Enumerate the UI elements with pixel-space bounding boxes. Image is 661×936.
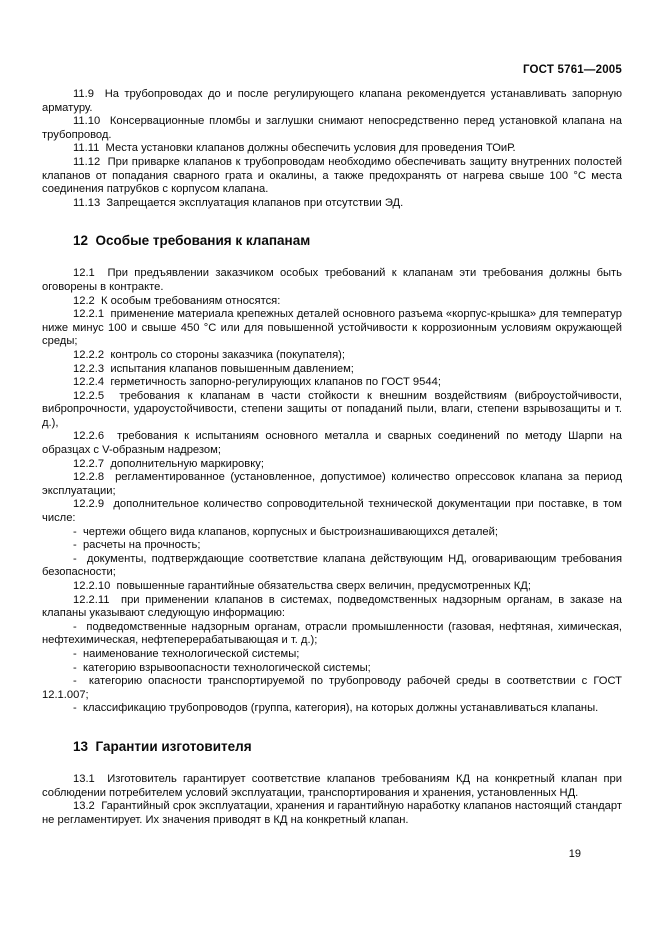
paragraph: 12.2.11 при применении клапанов в системах, подведомственных надзорным органам, в заказе на клапаны указывают следующую информацию: [42, 593, 622, 620]
paragraph: 11.9 На трубопроводах до и после регулирующего клапана рекомендуется устанавливать запорную арматуру. [42, 88, 622, 114]
paragraph: 12.2.2 контроль со стороны заказчика (покупателя); [73, 348, 345, 361]
paragraph: 11.10 Консервационные пломбы и заглушки снимают непосредственно перед установкой клапана на трубопровод. [42, 115, 622, 141]
paragraph: - наименование технологической системы; [73, 647, 300, 660]
document-body [42, 88, 622, 827]
doc-code-header: ГОСТ 5761—2005 [522, 64, 622, 76]
paragraph: 12.2.8 регламентированное (установленное, допустимое) количество опрессовок клапана за период эксплуатации; [42, 471, 622, 497]
paragraph: 12.2.3 испытания клапанов повышенным давлением; [73, 362, 354, 375]
paragraph: 12.2 К особым требованиям относятся: [73, 294, 281, 307]
paragraph: 11.11 Места установки клапанов должны обеспечить условия для проведения ТОиР. [73, 142, 516, 155]
paragraph: - подведомственные надзорным органам, отрасли промышленности (газовая, нефтяная, химическая, нефтехимическая, нефтеперерабатывающая и т. д.); [42, 620, 622, 647]
paragraph: - чертежи общего вида клапанов, корпусных и быстроизнашивающихся деталей; [73, 525, 498, 538]
section-heading: 13 Гарантии изготовителя [73, 738, 252, 754]
paragraph: 12.2.1 применение материала крепежных деталей основного разъема «корпус-крышка» для температур ниже минус 100 и свыше 450 °С или для повышенной устойчивости к коррозионным условиям окружающей среды; [42, 308, 622, 348]
paragraph: 12.2.6 требования к испытаниям основного металла и сварных соединений по методу Шарпи на образцах с V-образным надрезом; [42, 430, 622, 457]
page-number: 19 [568, 848, 581, 860]
paragraph: 12.2.9 дополнительное количество сопроводительной технической документации при поставке, в том числе: [42, 498, 622, 525]
paragraph: 12.2.10 повышенные гарантийные обязательства сверх величин, предусмотренных КД; [73, 580, 531, 592]
paragraph: 12.2.7 дополнительную маркировку; [73, 457, 264, 470]
paragraph: - категорию взрывоопасности технологической системы; [73, 661, 371, 674]
paragraph: 13.1 Изготовитель гарантирует соответствие клапанов требованиям КД на конкретный клапан при соблюдении потребителем условий эксплуатации, транспортирования и хранения, установленных НД. [42, 772, 622, 799]
paragraph: 11.12 При приварке клапанов к трубопроводам необходимо обеспечивать защиту внутренних полостей клапанов от попадания сварного грата и окалины, а также предохранять от нагрева свыше 100 °С места соединения патрубков с корпусом клапана. [42, 155, 622, 196]
paragraph: 13.2 Гарантийный срок эксплуатации, хранения и гарантийную наработку клапанов настоящий стандарт не регламентирует. Их значения приводят в КД на конкретный клапан. [42, 800, 622, 826]
paragraph: - документы, подтверждающие соответствие клапана действующим НД, оговаривающим требования безопасности; [42, 552, 622, 579]
paragraph: 12.2.4 герметичность запорно-регулирующих клапанов по ГОСТ 9544; [73, 376, 441, 389]
paragraph: 12.1 При предъявлении заказчиком особых требований к клапанам эти требования должны быть оговорены в контракте. [42, 267, 622, 293]
paragraph: - классификацию трубопроводов (группа, категория), на которых должны устанавливаться клапаны. [73, 702, 599, 715]
section-heading: 12 Особые требования к клапанам [73, 233, 311, 249]
paragraph: 12.2.5 требования к клапанам в части стойкости к внешним воздействиям (виброустойчивости, вибропрочности, удароустойчивости, степени защиты от попаданий пыли, влаги, степени взрывозащиты и т. д.), [42, 389, 622, 429]
paragraph: 11.13 Запрещается эксплуатация клапанов при отсутствии ЭД. [73, 196, 404, 209]
paragraph: - расчеты на прочность; [73, 539, 201, 552]
paragraph: - категорию опасности транспортируемой по трубопроводу рабочей среды в соответствии с ГОСТ 12.1.007; [42, 675, 622, 701]
